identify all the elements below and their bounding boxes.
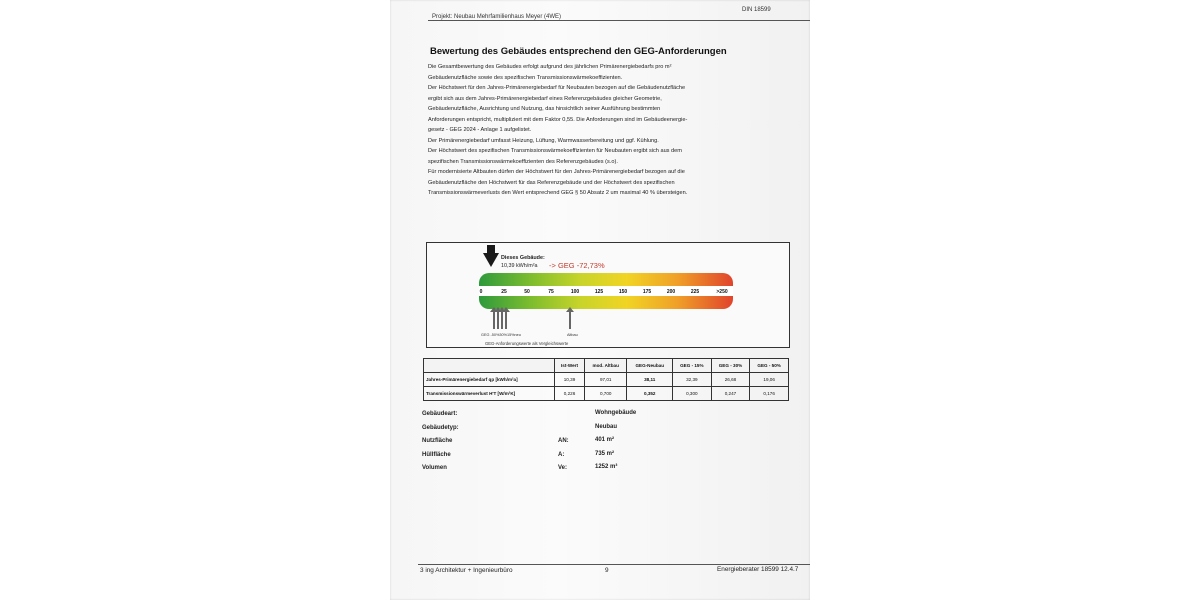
table-cell: 19,06 xyxy=(750,373,789,387)
geg-delta-label: -> GEG -72,73% xyxy=(549,261,605,270)
scale-tick: 125 xyxy=(594,289,604,295)
scale-tick: 175 xyxy=(642,289,652,295)
building-type-label: Gebäudeart: xyxy=(422,411,458,417)
paragraph-line: gesetz - GEG 2024 - Anlage 1 aufgelistet. xyxy=(428,127,532,133)
table-cell: 0,247 xyxy=(711,387,750,401)
scale-tick: 150 xyxy=(618,289,628,295)
paragraph-line: Der Primärenergiebedarf umfasst Heizung, Lüftung, Warmwasserbereitung und ggf. Kühlung. xyxy=(428,137,659,144)
geg-15-arrow-icon xyxy=(501,311,503,329)
energy-scale-box xyxy=(426,242,790,348)
paragraph-line: Gebäudenutzfläche, Ausrichtung und Nutzung, das hinsichtlich seiner Ausführung bestimmten xyxy=(428,106,661,112)
envelope-area-value: 735 m² xyxy=(595,451,615,457)
norm-label: DIN 18599 xyxy=(742,7,771,13)
scale-tick: 225 xyxy=(690,289,700,295)
building-category-label: Gebäudetyp: xyxy=(422,425,459,431)
paragraph-line: spezifischen Transmissionswärmekoeffizienten des Referenzgebäudes (s.o). xyxy=(428,158,618,165)
paragraph-line: Der Höchstwert des spezifischen Transmissionswärmekoeffizienten für Neubauten ergibt sich aus dem xyxy=(428,148,682,154)
table-header-row xyxy=(424,359,789,373)
table-header-cell xyxy=(424,359,555,373)
table-cell: 10,39 xyxy=(555,373,585,387)
paragraph-line: Anforderungen entspricht, multipliziert mit dem Faktor 0,55. Die Anforderungen sind im Gebäudeenergie- xyxy=(428,116,688,123)
footer-software: Energieberater 18599 12.4.7 xyxy=(717,566,799,573)
footer-office: 3 ing Architektur + Ingenieurbüro xyxy=(420,567,513,574)
geg-50-arrow-icon xyxy=(493,311,495,329)
table-cell: 0,300 xyxy=(673,387,712,401)
this-building-arrow-icon xyxy=(483,253,499,267)
reference-values-label: GEG-Anforderungswerte als Vergleichswerte xyxy=(485,341,569,346)
scale-tick: 75 xyxy=(548,289,554,295)
building-type-value: Wohngebäude xyxy=(595,410,637,416)
altbau-marker-label: Altbau xyxy=(567,333,578,337)
table-header-cell: Ist-Wert xyxy=(555,359,585,373)
table-cell: 38,11 xyxy=(627,373,673,387)
scale-tick: 50 xyxy=(524,289,530,295)
geg-neu-arrow-icon xyxy=(505,311,507,329)
volume-symbol: Ve: xyxy=(558,465,568,471)
section-title: Bewertung des Gebäudes entsprechend den GEG-Anforderungen xyxy=(430,46,727,57)
geg-marker-label: GEG -50%30%15%neu xyxy=(481,333,521,337)
scale-tick: >250 xyxy=(716,289,728,295)
paragraph-line: Die Gesamtbewertung des Gebäudes erfolgt aufgrund des jährlichen Primärenergiebedarfs pro m² xyxy=(428,64,672,70)
paragraph-line: Für modernisierte Altbauten dürfen der Höchstwert für den Jahres-Primärenergiebedarf bezogen auf die xyxy=(428,169,685,175)
table-cell: 0,226 xyxy=(555,387,585,401)
table-header-cell: GEG-Neubau xyxy=(627,359,673,373)
paragraph-line: Transmissionswärmeverlusts den Wert entsprechend GEG § 50 Absatz 2 um maximal 40 % übersteigen. xyxy=(428,190,688,196)
document-page xyxy=(390,0,810,600)
table-row xyxy=(424,373,789,387)
this-building-value: 10,39 kWh/m²a xyxy=(501,263,538,269)
altbau-arrow-icon xyxy=(569,311,571,329)
usable-area-symbol: AN: xyxy=(558,438,569,444)
paragraph-line: ergibt sich aus dem Jahres-Primärenergiebedarf eines Referenzgebäudes gleicher Geometrie, xyxy=(428,95,662,102)
table-cell: 0,700 xyxy=(584,387,627,401)
table-header-cell: mod. Altbau xyxy=(584,359,627,373)
table-header-cell: GEG - 15% xyxy=(673,359,712,373)
project-title: Projekt: Neubau Mehrfamilienhaus Meyer (4WE) xyxy=(432,14,562,20)
volume-label: Volumen xyxy=(422,465,447,471)
header-divider xyxy=(428,20,810,21)
row-label: Transmissionswärmeverlust H'T [W/m²K] xyxy=(424,387,555,401)
footer-divider xyxy=(418,564,810,565)
envelope-area-symbol: A: xyxy=(558,452,565,458)
scale-tick: 0 xyxy=(479,289,483,295)
paragraph-line: Der Höchstwert für den Jahres-Primärenergiebedarf für Neubauten bezogen auf die Gebäudenutzfläche xyxy=(428,85,686,91)
table-cell: 26,68 xyxy=(711,373,750,387)
table-cell: 0,176 xyxy=(750,387,789,401)
table-cell: 0,352 xyxy=(627,387,673,401)
scale-tick: 200 xyxy=(666,289,676,295)
usable-area-value: 401 m² xyxy=(595,437,615,443)
page-number: 9 xyxy=(605,567,609,574)
table-cell: 32,39 xyxy=(673,373,712,387)
geg-30-arrow-icon xyxy=(497,311,499,329)
scale-tick: 25 xyxy=(501,289,507,295)
paragraph-line: Gebäudenutzfläche sowie des spezifischen Transmissionswärmekoeffizienten. xyxy=(428,74,623,81)
table-cell: 97,01 xyxy=(584,373,627,387)
scale-tick: 100 xyxy=(570,289,580,295)
volume-value: 1252 m³ xyxy=(595,464,618,470)
table-header-cell: GEG - 50% xyxy=(750,359,789,373)
usable-area-label: Nutzfläche xyxy=(422,438,453,444)
row-label: Jahres-Primärenergiebedarf qp [kWh/m²a] xyxy=(424,373,555,387)
geg-comparison-table xyxy=(423,358,789,401)
this-building-label: Dieses Gebäude: xyxy=(501,255,545,261)
table-row xyxy=(424,387,789,401)
table-header-cell: GEG - 30% xyxy=(711,359,750,373)
explanation-paragraph xyxy=(428,62,768,199)
paragraph-line: Gebäudenutzfläche den Höchstwert für das Referenzgebäude und der Höchstwert des spezifischen xyxy=(428,179,675,186)
building-category-value: Neubau xyxy=(595,424,618,430)
envelope-area-label: Hüllfläche xyxy=(422,452,451,458)
